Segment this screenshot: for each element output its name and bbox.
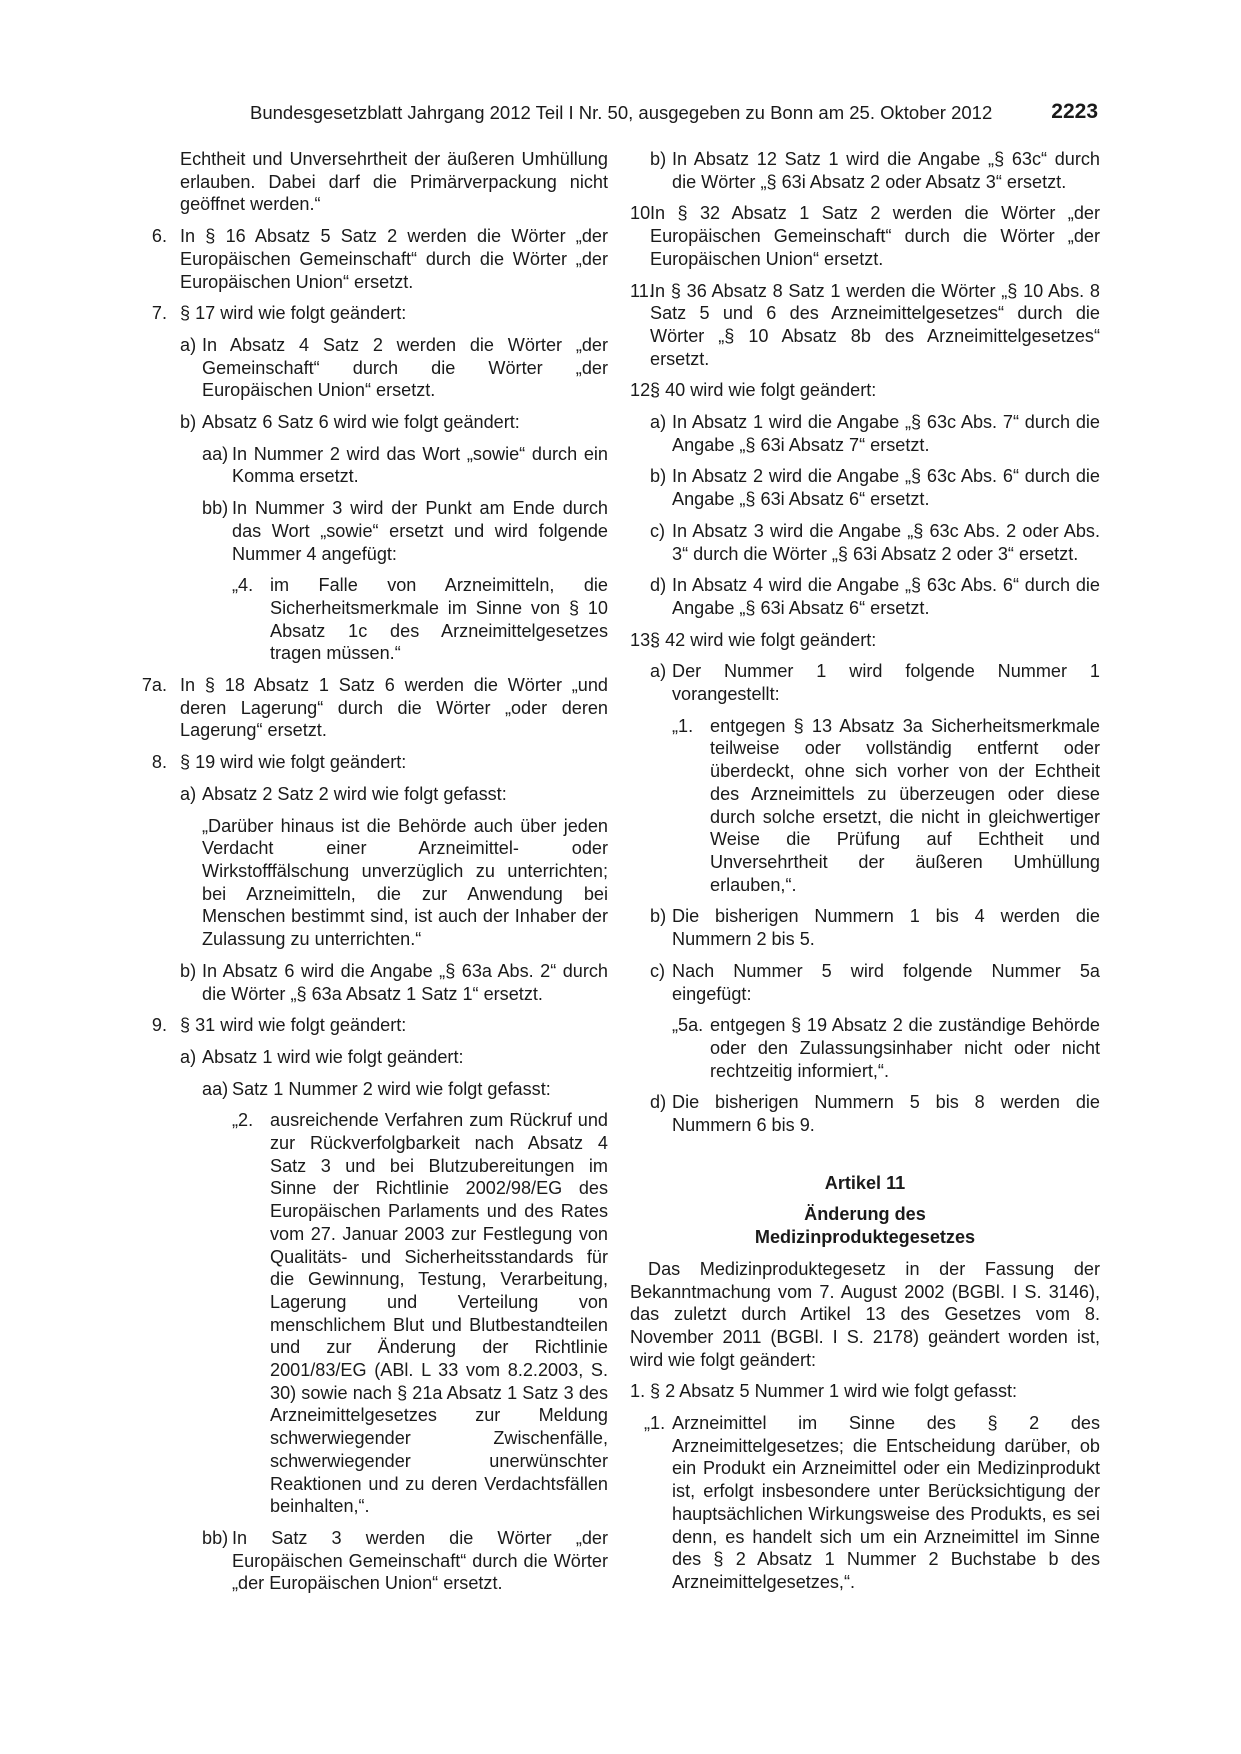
provision-text: In Absatz 4 wird die Angabe „§ 63c Abs. 6“ durch die Angabe „§ 63i Absatz 6“ ersetzt. (672, 575, 1100, 618)
article-intro-paragraph: Das Medizinproduktegesetz in der Fassung der Bekanntmachung vom 7. August 2002 (BGBl. I S. 3146), das zuletzt durch Artikel 13 des Gesetzes vom 8. November 2011 (BGBl. I S. 2178) geändert worden ist, wird wie folgt geändert: (630, 1258, 1100, 1370)
provision-text: In Satz 3 werden die Wörter „der Europäischen Gemeinschaft“ durch die Wörter „der Europäischen Union“ ersetzt. (232, 1527, 608, 1594)
provision-text: § 31 wird wie folgt geändert: (180, 1015, 407, 1036)
provision-marker: 9. (151, 1015, 167, 1036)
provision-marker: aa) (202, 443, 229, 464)
provision-text: Absatz 1 wird wie folgt geändert: (202, 1046, 464, 1067)
provision-text: „Darüber hinaus ist die Behörde auch über jeden Verdacht einer Arzneimittel- oder Wirkstofffälschung unverzüglich zu unterrichten; bei Arzneimitteln, die zur Anwendung bei Menschen bestimmt sind, ist auch der Inhaber der Zulassung zu unterrichten.“ (202, 815, 608, 950)
provision-marker: a) (650, 412, 667, 433)
provision-l14 (138, 1014, 608, 1037)
provision-marker: b) (650, 906, 667, 927)
left-text-column (138, 148, 608, 1604)
provision-r07 (630, 520, 1100, 565)
provision-marker: bb) (202, 1527, 229, 1548)
provision-marker: 11. (630, 280, 654, 301)
provision-r04 (630, 379, 1100, 402)
provision-r01 (630, 148, 1100, 193)
provision-text: In Nummer 2 wird das Wort „sowie“ durch ein Komma ersetzt. (232, 443, 608, 487)
provision-marker: 7. (151, 303, 167, 324)
article-subtitle-line2: Medizinproduktegesetzes (754, 1227, 976, 1248)
provision-l17 (138, 1109, 608, 1518)
provision-l18 (138, 1527, 608, 1595)
article-subtitle-line1: Änderung des (804, 1204, 926, 1225)
provision-text: Absatz 2 Satz 2 wird wie folgt gefasst: (202, 783, 507, 804)
provision-marker: d) (650, 575, 667, 596)
provision-marker: b) (650, 149, 667, 169)
provision-r03 (630, 280, 1100, 371)
provision-text: In § 32 Absatz 1 Satz 2 werden die Wörter „der Europäischen Gemeinschaft“ durch die Wörter „der Europäischen Union“ ersetzt. (650, 203, 1100, 269)
provision-text: § 42 wird wie folgt geändert: (650, 629, 877, 650)
provision-text: In § 36 Absatz 8 Satz 1 werden die Wörter „§ 10 Abs. 8 Satz 5 und 6 des Arzneimittelgesetzes“ durch die Wörter „§ 10 Absatz 8b des Arzneimittelgesetzes“ ersetzt. (650, 280, 1100, 369)
provision-l08 (138, 574, 608, 665)
provision-text: In Absatz 2 wird die Angabe „§ 63c Abs. 6“ durch die Angabe „§ 63i Absatz 6“ ersetzt. (672, 466, 1100, 510)
article-item-1-quote-text: Arzneimittel im Sinne des § 2 des Arzneimittelgesetzes; die Entscheidung darüber, ob ein Produkt ein Arzneimittel oder ein Medizinprodukt ist, erfolgt insbesondere unter Berücksichtigung der hauptsächlichen Wirkungsweise des Produkts, es sei denn, es handelt sich um ein Arzneimittel im Sinne des § 2 Absatz 1 Nummer 2 Buchstabe b des Arzneimittelgesetzes,“. (672, 1413, 1100, 1592)
provision-marker: 6. (151, 226, 167, 247)
article-title: Artikel 11 (824, 1172, 906, 1193)
provision-marker: a) (180, 1046, 197, 1067)
provision-marker: c) (650, 520, 666, 541)
provision-l06 (138, 443, 608, 488)
provision-marker: 10. (630, 203, 656, 224)
article-item-1-marker: 1. (630, 1381, 646, 1402)
provision-l01 (138, 148, 608, 216)
provision-r02 (630, 202, 1100, 270)
provision-text: § 17 wird wie folgt geändert: (180, 303, 407, 324)
provision-text: Satz 1 Nummer 2 wird wie folgt gefasst: (232, 1078, 551, 1099)
provision-r09 (630, 629, 1100, 652)
provision-text: Nach Nummer 5 wird folgende Nummer 5a eingefügt: (672, 960, 1100, 1004)
provision-r13 (630, 960, 1100, 1005)
provision-text: entgegen § 19 Absatz 2 die zuständige Behörde oder den Zulassungsinhaber nicht oder nicht rechtzeitig informiert,“. (710, 1015, 1100, 1081)
provision-marker: a) (650, 661, 667, 682)
provision-r05 (630, 411, 1100, 456)
provision-text: ausreichende Verfahren zum Rückruf und zur Rückverfolgbarkeit nach Absatz 4 Satz 3 und bei Blutzubereitungen im Sinne der Richtlinie 2002/98/EG des Europäischen Parlaments und des Rates vom 27. Januar 2003 zur Festlegung von Qualitäts- und Sicherheitsstandards für die Gewinnung, Testung, Verarbeitung, Lagerung und Verteilung von menschlichem Blut und Blutbestandteilen und zur Änderung der Richtlinie 2001/83/EG (ABl. L 33 vom 8.2.2003, S. 30) sowie nach § 21a Absatz 1 Satz 3 des Arzneimittelgesetzes zur Meldung schwerwiegender Zwischenfälle, schwerwiegender unerwünschter Reaktionen und zu deren Verdachtsfällen beinhalten,“. (270, 1110, 608, 1517)
provision-marker: a) (180, 783, 197, 804)
provision-text: In Nummer 3 wird der Punkt am Ende durch das Wort „sowie“ ersetzt und wird folgende Nummer 4 angefügt: (232, 498, 608, 564)
provision-marker: 12. (630, 380, 656, 401)
provision-r08 (630, 574, 1100, 619)
provision-l07 (138, 497, 608, 565)
provision-l03 (138, 302, 608, 325)
provision-text: In Absatz 4 Satz 2 werden die Wörter „der Gemeinschaft“ durch die Wörter „der Europäischen Union“ ersetzt. (202, 334, 608, 401)
page-header (250, 100, 1098, 130)
provision-marker: „5a. (672, 1015, 704, 1036)
provision-marker: a) (180, 334, 197, 355)
provision-text: Absatz 6 Satz 6 wird wie folgt geändert: (202, 412, 520, 433)
provision-marker: „4. (232, 575, 254, 596)
provision-text: In Absatz 3 wird die Angabe „§ 63c Abs. 2 oder Abs. 3“ durch die Wörter „§ 63i Absatz 2 oder 3“ ersetzt. (672, 520, 1100, 564)
right-text-column (630, 148, 1100, 1603)
article-spacer (630, 1146, 1100, 1172)
provision-l05 (138, 411, 608, 434)
provision-r14 (630, 1014, 1100, 1082)
provision-l09 (138, 674, 608, 742)
provision-marker: aa) (202, 1078, 229, 1099)
article-item-1-quote (630, 1412, 1100, 1594)
provision-text: Der Nummer 1 wird folgende Nummer 1 vorangestellt: (672, 661, 1100, 705)
provision-text: Echtheit und Unversehrtheit der äußeren Umhüllung erlauben. Dabei darf die Primärverpackung nicht geöffnet werden.“ (180, 149, 608, 215)
provision-text: Die bisherigen Nummern 1 bis 4 werden die Nummern 2 bis 5. (672, 906, 1100, 950)
provision-text: In § 16 Absatz 5 Satz 2 werden die Wörter „der Europäischen Gemeinschaft“ durch die Wörter „der Europäischen Union“ ersetzt. (180, 226, 608, 292)
provision-r06 (630, 465, 1100, 510)
provision-marker: „1. (672, 715, 694, 736)
provision-marker: 7a. (141, 675, 167, 696)
provision-l15 (138, 1046, 608, 1069)
provision-text: In Absatz 12 Satz 1 wird die Angabe „§ 63c“ durch die Wörter „§ 63i Absatz 2 oder Absatz 3“ ersetzt. (672, 149, 1100, 192)
provision-r12 (630, 905, 1100, 950)
provision-marker: b) (180, 960, 197, 981)
article-item-1-text: § 2 Absatz 5 Nummer 1 wird wie folgt gefasst: (650, 1381, 1018, 1402)
provision-text: In Absatz 6 wird die Angabe „§ 63a Abs. 2“ durch die Wörter „§ 63a Absatz 1 Satz 1“ ersetzt. (202, 960, 608, 1004)
provision-r10 (630, 660, 1100, 705)
provision-text: In Absatz 1 wird die Angabe „§ 63c Abs. 7“ durch die Angabe „§ 63i Absatz 7“ ersetzt. (672, 412, 1100, 455)
provision-marker: bb) (202, 498, 229, 519)
provision-marker: 8. (151, 752, 167, 773)
provision-l04 (138, 334, 608, 402)
provision-marker: b) (180, 412, 197, 433)
article-item-1 (630, 1380, 1100, 1403)
gazette-header-text: Bundesgesetzblatt Jahrgang 2012 Teil I Nr. 50, ausgegeben zu Bonn am 25. Oktober 2012 (250, 102, 993, 123)
provision-text: In § 18 Absatz 1 Satz 6 werden die Wörter „und deren Lagerung“ durch die Wörter „oder deren Lagerung“ ersetzt. (180, 675, 608, 741)
provision-l16 (138, 1078, 608, 1101)
provision-text: entgegen § 13 Absatz 3a Sicherheitsmerkmale teilweise oder vollständig entfernt oder überdeckt, ohne sich vorher von der Echtheit des Arzneimittels zu überzeugen oder diese durch solche ersetzt, die nicht in gleichwertiger Weise die Prüfung auf Echtheit und Unversehrtheit der äußeren Umhüllung erlauben,“. (710, 715, 1100, 895)
provision-text: Die bisherigen Nummern 5 bis 8 werden die Nummern 6 bis 9. (672, 1092, 1100, 1136)
provision-l02 (138, 225, 608, 293)
provision-r11 (630, 715, 1100, 897)
provision-text: § 19 wird wie folgt geändert: (180, 752, 407, 773)
provision-marker: 13. (630, 629, 656, 650)
provision-marker: „2. (232, 1110, 254, 1131)
provision-marker: c) (650, 960, 666, 981)
provision-l10 (138, 751, 608, 774)
provision-marker: d) (650, 1092, 667, 1113)
right-column-items (630, 148, 1100, 1137)
provision-l12 (138, 815, 608, 951)
provision-text: im Falle von Arzneimitteln, die Sicherheitsmerkmale im Sinne von § 10 Absatz 1c des Arzneimittelgesetzes tragen müssen.“ (270, 575, 608, 664)
provision-l13 (138, 960, 608, 1005)
article-item-1-quote-marker: „1. (644, 1413, 666, 1434)
provision-l11 (138, 783, 608, 806)
provision-marker: b) (650, 466, 667, 487)
provision-text: § 40 wird wie folgt geändert: (650, 380, 877, 401)
provision-r15 (630, 1091, 1100, 1136)
page-number: 2223 (1051, 100, 1098, 123)
